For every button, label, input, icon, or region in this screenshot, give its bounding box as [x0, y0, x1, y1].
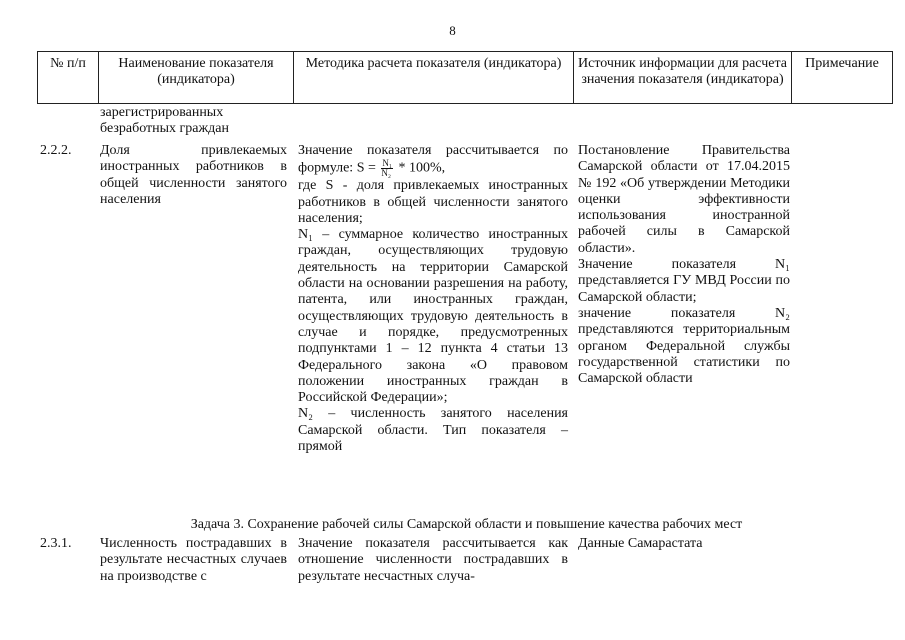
row-2-3-1-name: Численность пострадавших в результате несчастных случаев на производстве с	[100, 536, 287, 584]
formula-fraction	[381, 159, 393, 178]
source-paragraph: значение показателя N₂ представляются территориальным органом Федеральной службы государственной статистики по Самарской области	[578, 305, 790, 387]
row-2-2-2-source	[578, 143, 790, 387]
continuation-text: зарегистрированных безработных граждан	[100, 105, 229, 137]
row-2-2-2-number: 2.2.2.	[40, 143, 72, 158]
page-number: 8	[449, 23, 456, 38]
row-2-3-1-number: 2.3.1.	[40, 536, 72, 551]
row-2-3-1-method: Значение показателя рассчитывается как отношение численности пострадавших в результате несчастных случа-	[298, 536, 568, 584]
formula-prefix: Значение показателя рассчитывается по формуле: S =	[298, 143, 568, 177]
method-paragraph: N₂ – численность занятого населения Самарской области. Тип показателя – прямой	[298, 406, 568, 455]
method-paragraph: N₁ – суммарное количество иностранных граждан, осуществляющих трудовую деятельность на территории Самарской области на основании разрешения на работу, патента, или иностранных граждан, осуществляющих трудовую деятельность в случае и порядке, предусмотренных подпунктами 1 – 12 пункта 4 статьи 13 Федерального закона «О правовом положении иностранных граждан в Российской Федерации»;	[298, 227, 568, 406]
source-paragraph: Значение показателя N₁ представляется ГУ МВД России по Самарской области;	[578, 257, 790, 305]
method-paragraph: где S - доля привлекаемых иностранных работников в общей численности занятого населения;	[298, 178, 568, 226]
source-paragraph: Постановление Правительства Самарской области от 17.04.2015 № 192 «Об утверждении Методики оценки эффективности использования иностранной рабочей силы в Самарской области».	[578, 143, 790, 256]
header-information-source: Источник информации для расчета значения показателя (индикатора)	[574, 52, 792, 104]
row-2-2-2-name: Доля привлекаемых иностранных работников в общей численности занятого населения	[100, 143, 287, 207]
header-indicator-name: Наименование показателя (индикатора)	[99, 52, 294, 104]
table-header	[37, 51, 893, 104]
formula-line	[298, 143, 568, 178]
formula-suffix: * 100%,	[398, 161, 446, 177]
header-note: Примечание	[792, 52, 893, 104]
task-heading: Задача 3. Сохранение рабочей силы Самарской области и повышение качества рабочих мест	[190, 517, 743, 532]
formula-numerator: N₁	[382, 158, 393, 169]
row-2-3-1-source: Данные Самарастата	[578, 536, 703, 551]
header-calculation-method: Методика расчета показателя (индикатора)	[294, 52, 574, 104]
formula-denominator: N₂	[381, 168, 392, 179]
row-2-2-2-method	[298, 143, 568, 455]
header-number: № п/п	[38, 52, 99, 104]
